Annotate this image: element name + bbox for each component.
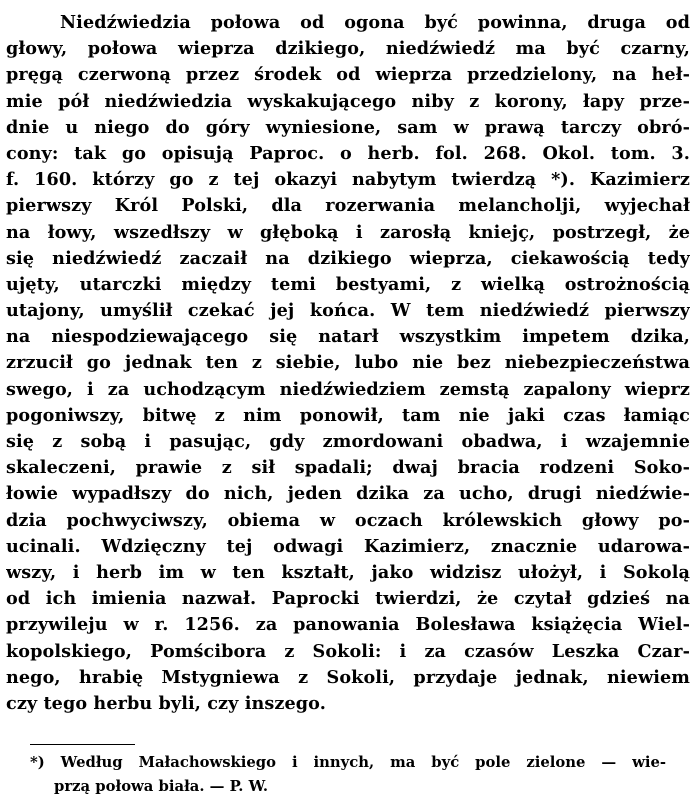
footnote-line: przą połowa biała. — P. W.	[54, 778, 269, 795]
text-line: od ich imienia nazwał. Paprocki twierdzi, że czytał gdzieś na	[6, 588, 690, 610]
text-line: cony: tak go opisują Paproc. o herb. fol. 268. Okol. tom. 3.	[6, 142, 690, 164]
text-line: pogoniwszy, bitwę z nim ponowił, tam nie jaki czas łamiąc	[6, 404, 690, 426]
text-line: Niedźwiedzia połowa od ogona być powinna, druga od	[60, 12, 690, 33]
text-line: dzia pochwyciwszy, obiema w oczach królewskich głowy po-	[6, 509, 690, 531]
text-line: nego, hrabię Mstygniewa z Sokoli, przydaje jednak, niewiem	[6, 666, 690, 688]
text-line: swego, i za uchodzącym niedźwiedziem zemstą zapalony wieprz	[6, 378, 690, 400]
footnote-divider	[30, 744, 135, 745]
text-line: ujęty, utarczki między temi bestyami, z wielką ostrożnością	[6, 273, 690, 295]
text-line: f. 160. którzy go z tej okazyi nabytym twierdzą *). Kazimierz	[6, 169, 690, 191]
text-line: wszy, i herb im w ten kształt, jako widzisz ułożył, i Sokolą	[6, 561, 690, 583]
text-line: kopolskiego, Pomścibora z Sokoli: i za czasów Leszka Czar-	[6, 640, 690, 662]
footnote-line: *) Według Małachowskiego i innych, ma być pole zielone — wie-	[30, 754, 666, 771]
footnote	[30, 751, 666, 799]
text-line: skaleczeni, prawie z sił spadali; dwaj bracia rodzeni Soko-	[6, 457, 690, 479]
text-line: na łowy, wszedłszy w głęboką i zarosłą kniejç, postrzegł, że	[6, 221, 690, 243]
text-line: ucinali. Wdzięczny tej odwagi Kazimierz, znacznie udarowa-	[6, 535, 690, 557]
text-line: na niespodziewającego się natarł wszystkim impetem dzika,	[6, 326, 690, 348]
text-line-last: czy tego herbu byli, czy inszego.	[6, 692, 326, 714]
text-line: się niedźwiedź zaczaił na dzikiego wieprza, ciekawością tedy	[6, 247, 690, 269]
document-page	[6, 10, 690, 717]
text-line: pierwszy Król Polski, dla rozerwania melancholji, wyjechał	[6, 195, 690, 217]
text-line: mie pół niedźwiedzia wyskakującego niby z korony, łapy prze-	[6, 90, 690, 112]
text-line: pręgą czerwoną przez środek od wieprza przedzielony, na heł-	[6, 64, 690, 86]
text-line: głowy, połowa wieprza dzikiego, niedźwiedź ma być czarny,	[6, 38, 690, 60]
text-line: zrzucił go jednak ten z siebie, lubo nie bez niebezpieczeństwa	[6, 352, 690, 374]
text-line: się z sobą i pasując, gdy zmordowani obadwa, i wzajemnie	[6, 431, 690, 452]
text-line: przywileju w r. 1256. za panowania Bolesława książęcia Wiel-	[6, 614, 690, 636]
text-line: dnie u niego do góry wyniesione, sam w prawą tarczy obró-	[6, 116, 690, 138]
text-line: łowie wypadłszy do nich, jeden dzika za ucho, drugi niedźwie-	[6, 483, 690, 505]
text-line: utajony, umyślił czekać jej końca. W tem niedźwiedź pierwszy	[6, 300, 690, 322]
